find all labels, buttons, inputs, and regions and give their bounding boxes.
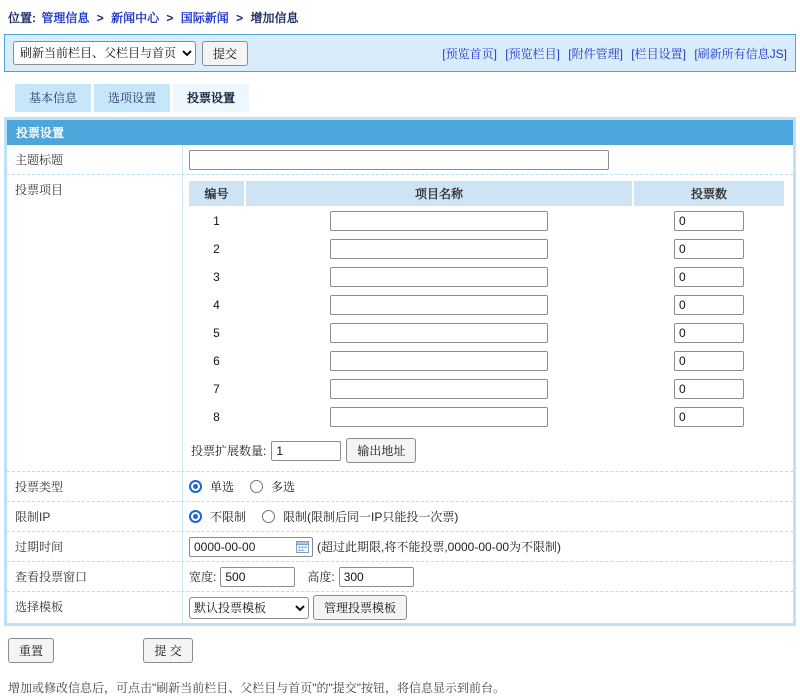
preview-column-link[interactable]: [预览栏目] xyxy=(505,46,560,61)
breadcrumb-link-intl-news[interactable]: 国际新闻 xyxy=(180,11,229,25)
calendar-icon[interactable] xyxy=(296,540,309,553)
vote-item-count-input[interactable] xyxy=(674,323,744,343)
submit-button[interactable]: 提 交 xyxy=(143,638,192,663)
vote-item-count-input[interactable] xyxy=(674,239,744,259)
col-header-vote-count: 投票数 xyxy=(634,181,784,206)
vote-window-label: 查看投票窗口 xyxy=(7,562,183,591)
vote-item-name-input[interactable] xyxy=(330,295,548,315)
reset-button[interactable]: 重置 xyxy=(8,638,54,663)
vote-item-row xyxy=(189,404,784,430)
vote-expand-count-input[interactable] xyxy=(271,441,341,461)
limit-ip-restrict-radio[interactable] xyxy=(262,510,275,523)
vote-items-row xyxy=(7,174,793,471)
breadcrumb xyxy=(0,0,800,30)
tab-bar xyxy=(15,84,800,112)
col-header-number: 编号 xyxy=(189,181,244,206)
column-settings-link[interactable]: [栏目设置] xyxy=(631,46,686,61)
vote-item-row xyxy=(189,264,784,290)
window-height-input[interactable] xyxy=(339,567,414,587)
tab-option-settings[interactable]: 选项设置 xyxy=(94,84,170,112)
vote-item-row xyxy=(189,348,784,374)
attachment-manage-link[interactable]: [附件管理] xyxy=(568,46,623,61)
toolbar xyxy=(4,34,796,72)
vote-item-count-input[interactable] xyxy=(674,267,744,287)
refresh-all-js-link[interactable]: [刷新所有信息JS] xyxy=(694,46,787,61)
breadcrumb-link-manage-info[interactable]: 管理信息 xyxy=(41,11,90,25)
vote-window-row xyxy=(7,561,793,591)
vote-item-number: 3 xyxy=(213,270,220,284)
vote-item-number: 4 xyxy=(213,298,220,312)
expire-date-value: 0000-00-00 xyxy=(194,539,256,554)
window-width-input[interactable] xyxy=(220,567,295,587)
breadcrumb-separator: > xyxy=(236,11,244,25)
vote-item-name-input[interactable] xyxy=(330,211,548,231)
vote-item-name-input[interactable] xyxy=(330,351,548,371)
template-label: 选择模板 xyxy=(7,592,183,623)
vote-items-body xyxy=(189,208,784,430)
vote-item-name-input[interactable] xyxy=(330,379,548,399)
panel-title: 投票设置 xyxy=(7,120,793,145)
template-select[interactable] xyxy=(189,597,309,619)
topic-title-label: 主题标题 xyxy=(7,145,183,174)
vote-type-single-radio[interactable] xyxy=(189,480,202,493)
window-width-label: 宽度: xyxy=(189,570,217,584)
vote-item-count-input[interactable] xyxy=(674,407,744,427)
vote-item-count-input[interactable] xyxy=(674,379,744,399)
tab-vote-settings[interactable]: 投票设置 xyxy=(173,84,249,112)
window-height-label: 高度: xyxy=(307,570,335,584)
limit-ip-none-radio[interactable] xyxy=(189,510,202,523)
vote-type-single-label: 单选 xyxy=(210,480,235,494)
vote-item-name-input[interactable] xyxy=(330,267,548,287)
footer-note: 增加或修改信息后，可点击"刷新当前栏目、父栏目与首页"的"提交"按钮，将信息显示到前台。 xyxy=(8,681,506,695)
expire-time-label: 过期时间 xyxy=(7,532,183,561)
refresh-submit-button[interactable]: 提交 xyxy=(202,41,248,66)
preview-home-link[interactable]: [预览首页] xyxy=(442,46,497,61)
breadcrumb-separator: > xyxy=(166,11,174,25)
bottom-actions xyxy=(8,638,800,663)
limit-ip-restrict-label: 限制(限制后同一IP只能投一次票) xyxy=(283,510,459,524)
limit-ip-row xyxy=(7,501,793,531)
output-address-button[interactable]: 输出地址 xyxy=(346,438,416,463)
vote-item-number: 6 xyxy=(213,354,220,368)
vote-item-name-input[interactable] xyxy=(330,323,548,343)
breadcrumb-current: 增加信息 xyxy=(250,11,299,25)
limit-ip-label: 限制IP xyxy=(7,502,183,531)
vote-item-row xyxy=(189,376,784,402)
col-header-item-name: 项目名称 xyxy=(246,181,632,206)
vote-expand-row xyxy=(191,438,789,463)
vote-expand-label: 投票扩展数量: xyxy=(191,444,267,458)
vote-items-table xyxy=(187,179,786,432)
template-row xyxy=(7,591,793,623)
vote-item-number: 5 xyxy=(213,326,220,340)
vote-type-multi-label: 多选 xyxy=(271,480,296,494)
vote-item-number: 8 xyxy=(213,410,220,424)
vote-item-count-input[interactable] xyxy=(674,295,744,315)
vote-item-number: 7 xyxy=(213,382,220,396)
breadcrumb-link-news-center[interactable]: 新闻中心 xyxy=(111,11,160,25)
vote-type-label: 投票类型 xyxy=(7,472,183,501)
breadcrumb-separator: > xyxy=(96,11,104,25)
tab-basic-info[interactable]: 基本信息 xyxy=(15,84,91,112)
toolbar-links xyxy=(437,45,787,62)
refresh-scope-select[interactable] xyxy=(13,41,196,65)
vote-item-row xyxy=(189,236,784,262)
vote-item-name-input[interactable] xyxy=(330,407,548,427)
vote-item-name-input[interactable] xyxy=(330,239,548,259)
vote-type-multi-radio[interactable] xyxy=(250,480,263,493)
expire-hint: (超过此期限,将不能投票,0000-00-00为不限制) xyxy=(317,540,562,554)
vote-item-number: 1 xyxy=(213,214,220,228)
manage-template-button[interactable]: 管理投票模板 xyxy=(313,595,407,620)
vote-item-row xyxy=(189,320,784,346)
expire-time-row xyxy=(7,531,793,561)
vote-item-count-input[interactable] xyxy=(674,211,744,231)
vote-item-count-input[interactable] xyxy=(674,351,744,371)
vote-settings-panel xyxy=(4,117,796,626)
vote-item-row xyxy=(189,208,784,234)
topic-title-input[interactable] xyxy=(189,150,609,170)
expire-date-input[interactable] xyxy=(189,537,313,557)
topic-title-row xyxy=(7,145,793,174)
vote-items-label: 投票项目 xyxy=(7,175,183,471)
breadcrumb-label: 位置: xyxy=(8,11,36,25)
limit-ip-none-label: 不限制 xyxy=(210,510,247,524)
vote-type-row xyxy=(7,471,793,501)
vote-item-row xyxy=(189,292,784,318)
vote-item-number: 2 xyxy=(213,242,220,256)
